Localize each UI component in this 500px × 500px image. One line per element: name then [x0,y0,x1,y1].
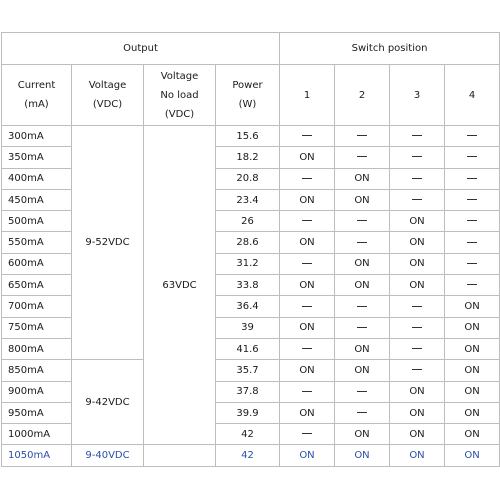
switch-4-header: 4 [445,65,500,126]
power-cell: 42 [216,445,280,466]
power-cell: 15.6 [216,126,280,147]
dash-icon [412,348,422,349]
dash-icon [412,156,422,157]
switch-on-cell: ON [445,381,500,402]
switch-2-header: 2 [335,65,390,126]
voltage-header-unit: (VDC) [92,99,123,110]
switch-on-cell: ON [335,424,390,445]
switch-off-cell [280,296,335,317]
dash-icon [302,348,312,349]
switch-on-cell: ON [390,424,445,445]
dash-icon [302,135,312,136]
switch-on-cell: ON [335,445,390,466]
current-cell: 300mA [2,126,72,147]
current-cell: 1050mA [2,445,72,466]
voltage-header-line: Voltage [88,80,127,91]
switch-on-cell: ON [335,275,390,296]
current-cell: 550mA [2,232,72,253]
switch-off-cell [445,126,500,147]
switch-off-cell [280,381,335,402]
switch-off-cell [390,147,445,168]
table-row [2,126,500,147]
dash-icon [412,327,422,328]
switch-on-cell: ON [280,402,335,423]
dash-icon [467,156,477,157]
switch-off-cell [390,317,445,338]
switch-on-cell: ON [445,360,500,381]
output-group-header: Output [2,33,280,65]
switch-off-cell [280,168,335,189]
switch-off-cell [280,211,335,232]
switch-on-cell: ON [445,296,500,317]
dash-icon [357,135,367,136]
power-cell: 26 [216,211,280,232]
switch-on-cell: ON [390,275,445,296]
switch-on-cell: ON [335,338,390,359]
power-cell: 36.4 [216,296,280,317]
power-cell: 37.8 [216,381,280,402]
current-cell: 450mA [2,189,72,210]
switch-on-cell: ON [280,360,335,381]
switch-off-cell [335,402,390,423]
switch-off-cell [335,211,390,232]
current-cell: 750mA [2,317,72,338]
power-header-line: Power [232,80,263,91]
switch-off-cell [445,232,500,253]
dash-icon [467,263,477,264]
power-cell: 39.9 [216,402,280,423]
switch-off-cell [280,424,335,445]
current-header-unit: (mA) [24,99,49,110]
power-cell: 31.2 [216,253,280,274]
noload-column-header [144,65,216,126]
current-cell: 700mA [2,296,72,317]
voltage-range-cell: 9-42VDC [72,360,144,445]
switch-on-cell: ON [390,232,445,253]
switch-off-cell [445,211,500,232]
switch-on-cell: ON [335,189,390,210]
current-cell: 850mA [2,360,72,381]
dash-icon [357,306,367,307]
dash-icon [467,284,477,285]
power-cell: 20.8 [216,168,280,189]
switch-on-cell: ON [280,232,335,253]
switch-off-cell [390,360,445,381]
current-cell: 950mA [2,402,72,423]
current-cell: 1000mA [2,424,72,445]
dash-icon [302,391,312,392]
power-header-unit: (W) [238,99,257,110]
dash-icon [302,433,312,434]
switch-on-cell: ON [280,445,335,466]
table-row [2,445,500,466]
power-cell: 23.4 [216,189,280,210]
switch-on-cell: ON [280,189,335,210]
power-cell: 41.6 [216,338,280,359]
switch-off-cell [335,317,390,338]
dash-icon [412,369,422,370]
switch-on-cell: ON [280,275,335,296]
current-cell: 900mA [2,381,72,402]
noload-header-unit: (VDC) [164,108,195,120]
output-switch-table [1,32,500,467]
current-cell: 500mA [2,211,72,232]
switch-off-cell [335,126,390,147]
current-cell: 600mA [2,253,72,274]
switch-on-cell: ON [445,424,500,445]
switch-on-cell: ON [335,168,390,189]
dash-icon [467,135,477,136]
voltage-range-cell: 9-40VDC [72,445,144,466]
dash-icon [302,178,312,179]
switch-on-cell: ON [280,147,335,168]
dash-icon [357,242,367,243]
noload-voltage-cell-empty [144,445,216,466]
dash-icon [357,156,367,157]
switch-off-cell [390,338,445,359]
current-cell: 650mA [2,275,72,296]
dash-icon [357,220,367,221]
noload-voltage-cell: 63VDC [144,126,216,445]
current-cell: 350mA [2,147,72,168]
current-cell: 400mA [2,168,72,189]
switch-on-cell: ON [390,445,445,466]
dash-icon [357,412,367,413]
switch-1-header: 1 [280,65,335,126]
switch-on-cell: ON [445,445,500,466]
dash-icon [467,199,477,200]
switch-off-cell [445,275,500,296]
dash-icon [467,242,477,243]
switch-on-cell: ON [445,317,500,338]
current-column-header [2,65,72,126]
noload-header-line-2: No load [160,89,199,101]
power-column-header [216,65,280,126]
switch-off-cell [335,147,390,168]
switch-on-cell: ON [335,253,390,274]
switch-off-cell [445,189,500,210]
switch-on-cell: ON [390,253,445,274]
noload-header-line-1: Voltage [160,70,199,82]
switch-off-cell [390,296,445,317]
dash-icon [412,306,422,307]
current-header-line: Current [17,80,56,91]
dash-icon [302,220,312,221]
switch-on-cell: ON [335,360,390,381]
switch-off-cell [390,126,445,147]
switch-on-cell: ON [445,338,500,359]
switch-off-cell [390,189,445,210]
dash-icon [412,199,422,200]
switch-position-group-header: Switch position [280,33,500,65]
dash-icon [357,327,367,328]
switch-on-cell: ON [280,317,335,338]
dash-icon [412,135,422,136]
switch-on-cell: ON [390,402,445,423]
switch-off-cell [335,232,390,253]
dash-icon [467,220,477,221]
switch-on-cell: ON [390,381,445,402]
power-cell: 18.2 [216,147,280,168]
power-cell: 42 [216,424,280,445]
switch-off-cell [280,253,335,274]
switch-off-cell [280,126,335,147]
power-cell: 28.6 [216,232,280,253]
switch-off-cell [335,296,390,317]
table-row [2,360,500,381]
power-cell: 39 [216,317,280,338]
dash-icon [412,178,422,179]
power-cell: 35.7 [216,360,280,381]
power-cell: 33.8 [216,275,280,296]
voltage-range-cell: 9-52VDC [72,126,144,360]
switch-off-cell [335,381,390,402]
switch-off-cell [445,147,500,168]
current-cell: 800mA [2,338,72,359]
table-body [2,126,500,467]
dash-icon [302,306,312,307]
switch-off-cell [445,168,500,189]
switch-off-cell [390,168,445,189]
switch-on-cell: ON [445,402,500,423]
dash-icon [467,178,477,179]
switch-3-header: 3 [390,65,445,126]
switch-off-cell [280,338,335,359]
voltage-column-header [72,65,144,126]
switch-off-cell [445,253,500,274]
switch-on-cell: ON [390,211,445,232]
dash-icon [357,391,367,392]
dash-icon [302,263,312,264]
